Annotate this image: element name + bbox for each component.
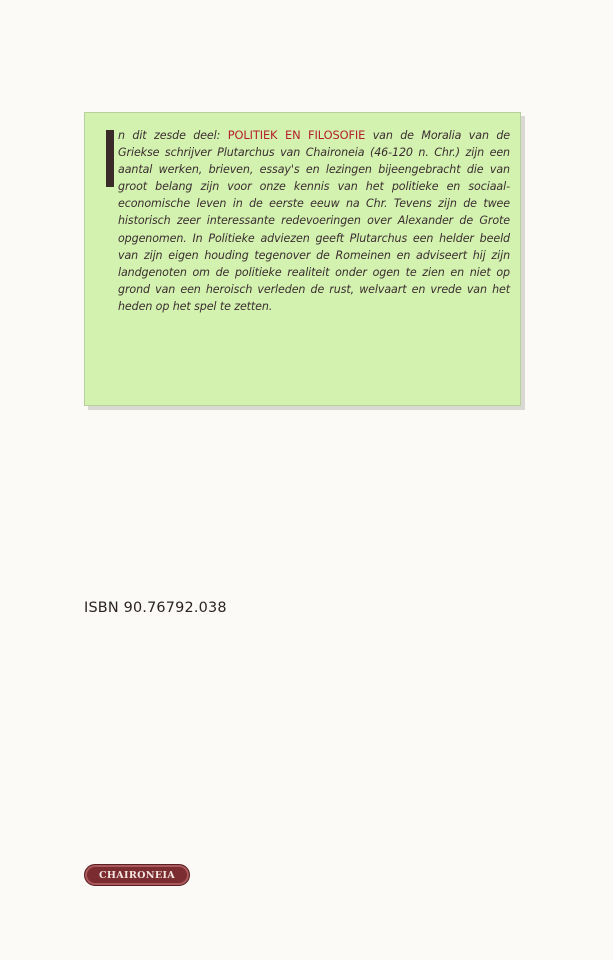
blurb-box	[84, 112, 521, 406]
blurb-title-highlight: POLITIEK EN FILOSOFIE	[227, 128, 366, 142]
publisher-logo	[84, 864, 190, 886]
blurb-body: van de Moralia van de Griekse schrijver Plutarchus van Chaironeia (46-120 n. Chr.) zijn een aantal werken, brieven, essay's en lezingen bijeengebracht die van groot belang zijn voor onze kennis van het politieke en sociaal-economische leven in de eerste eeuw na Chr. Tevens zijn de twee historisch zeer interessante redevoeringen over Alexander de Grote opgenomen. In Politieke adviezen geeft Plutarchus een helder beeld van zijn eigen houding tegenover de Romeinen en adviseert hij zijn landgenoten om de politieke realiteit onder ogen te zien en niet op grond van een heroisch verleden de rust, welvaart en vrede van het heden op het spel te zetten.	[118, 129, 510, 313]
blurb-intro: n dit zesde deel:	[118, 129, 228, 142]
isbn: ISBN 90.76792.038	[84, 600, 227, 616]
drop-cap-bar	[106, 130, 114, 187]
blurb-text	[118, 127, 510, 315]
publisher-logo-text: CHAIRONEIA	[99, 869, 175, 881]
